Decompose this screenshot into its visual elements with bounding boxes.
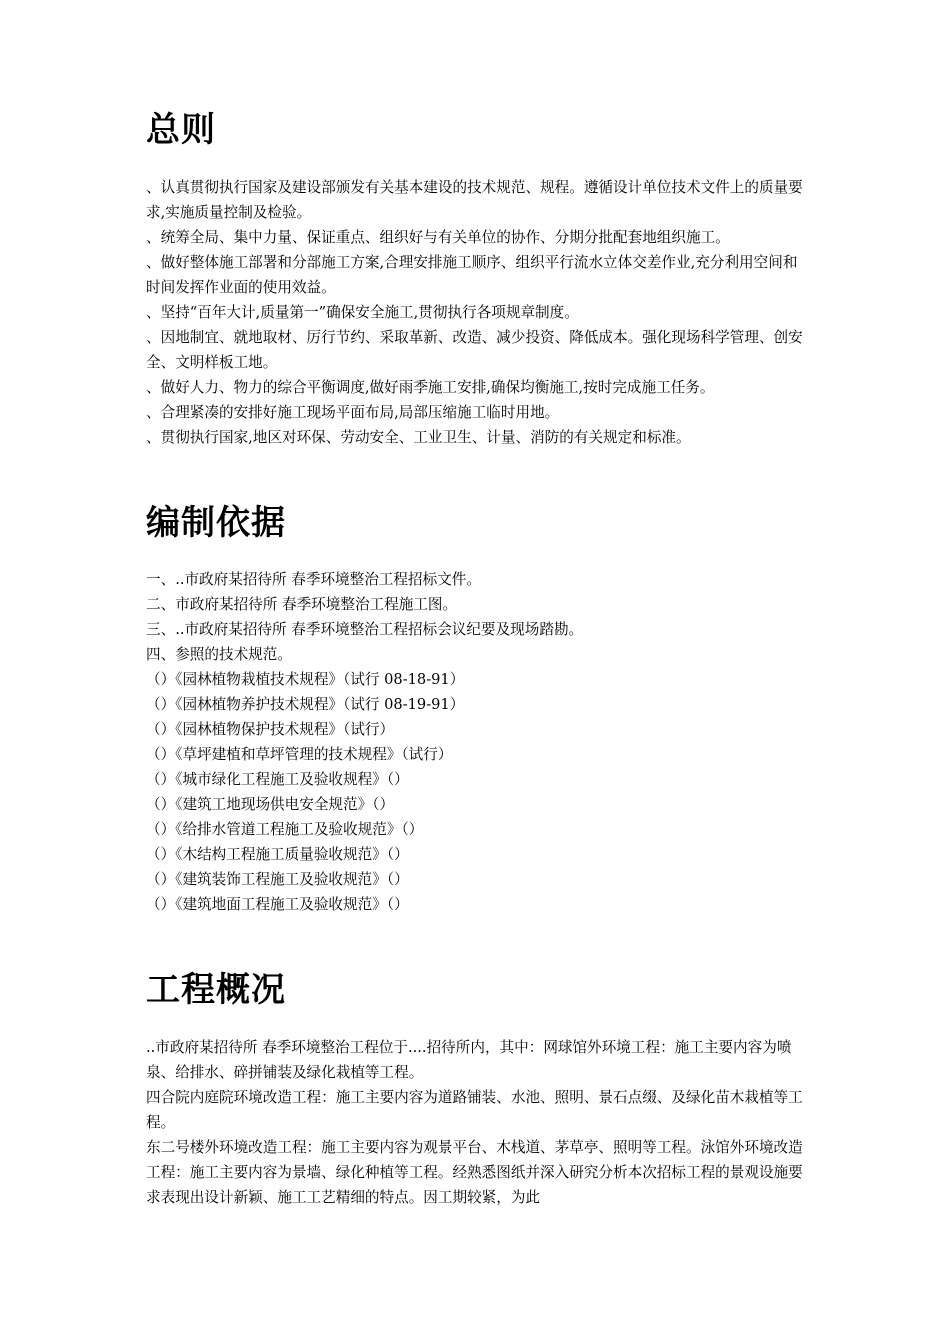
section-body-basis <box>146 567 811 917</box>
list-item: （）《建筑工地现场供电安全规范》（） <box>146 796 395 813</box>
list-item: （）《草坪建植和草坪管理的技术规程》（试行） <box>146 746 453 763</box>
paragraph: 、坚持“百年大计,质量第一”确保安全施工,贯彻执行各项规章制度。 <box>146 304 579 321</box>
paragraph: 四合院内庭院环境改造工程：施工主要内容为道路铺装、水池、照明、景石点缀、及绿化苗木栽植等工程。 <box>146 1089 803 1131</box>
list-item: （）《给排水管道工程施工及验收规范》（） <box>146 821 424 838</box>
section-body-overview <box>146 1035 811 1210</box>
list-item: （）《园林植物栽植技术规程》（试行 08-18-91） <box>146 671 465 688</box>
paragraph: ..市政府某招待所 春季环境整治工程位于....招待所内，其中：网球馆外环境工程：施工主要内容为喷泉、给排水、碎拼铺装及绿化栽植等工程。 <box>146 1039 792 1081</box>
paragraph: 、统筹全局、集中力量、保证重点、组织好与有关单位的协作、分期分批配套地组织施工。 <box>146 229 730 246</box>
list-item: （）《建筑地面工程施工及验收规范》（） <box>146 896 409 913</box>
section-title-general: 总则 <box>146 110 216 150</box>
list-item: 一、..市政府某招待所 春季环境整治工程招标文件。 <box>146 571 481 588</box>
paragraph: 、做好人力、物力的综合平衡调度,做好雨季施工安排,确保均衡施工,按时完成施工任务。 <box>146 379 715 396</box>
section-title-overview: 工程概况 <box>146 970 286 1010</box>
paragraph: 、贯彻执行国家,地区对环保、劳动安全、工业卫生、计量、消防的有关规定和标准。 <box>146 429 691 446</box>
paragraph: 东二号楼外环境改造工程：施工主要内容为观景平台、木栈道、茅草亭、照明等工程。泳馆外环境改造工程：施工主要内容为景墙、绿化种植等工程。经熟悉图纸并深入研究分析本次招标工程的景观设施要求表现出设计新颖、施工工艺精细的特点。因工期较紧，为此 <box>146 1139 803 1206</box>
list-item: （）《木结构工程施工质量验收规范》（） <box>146 846 409 863</box>
paragraph: 、做好整体施工部署和分部施工方案,合理安排施工顺序、组织平行流水立体交差作业,充分利用空间和时间发挥作业面的使用效益。 <box>146 254 798 296</box>
list-item: （）《城市绿化工程施工及验收规程》（） <box>146 771 409 788</box>
list-item: 三、..市政府某招待所 春季环境整治工程招标会议纪要及现场踏勘。 <box>146 621 584 638</box>
list-item: （）《园林植物保护技术规程》（试行） <box>146 721 395 738</box>
section-body-general <box>146 175 811 450</box>
list-item: 二、市政府某招待所 春季环境整治工程施工图。 <box>146 596 458 613</box>
paragraph: 、合理紧凑的安排好施工现场平面布局,局部压缩施工临时用地。 <box>146 404 560 421</box>
section-title-basis: 编制依据 <box>146 503 286 543</box>
list-item: 四、参照的技术规范。 <box>146 646 292 663</box>
paragraph: 、因地制宜、就地取材、厉行节约、采取革新、改造、减少投资、降低成本。强化现场科学管理、创安全、文明样板工地。 <box>146 329 803 371</box>
list-item: （）《建筑装饰工程施工及验收规范》（） <box>146 871 409 888</box>
list-item: （）《园林植物养护技术规程》（试行 08-19-91） <box>146 696 465 713</box>
paragraph: 、认真贯彻执行国家及建设部颁发有关基本建设的技术规范、规程。遵循设计单位技术文件上的质量要求,实施质量控制及检验。 <box>146 179 803 221</box>
